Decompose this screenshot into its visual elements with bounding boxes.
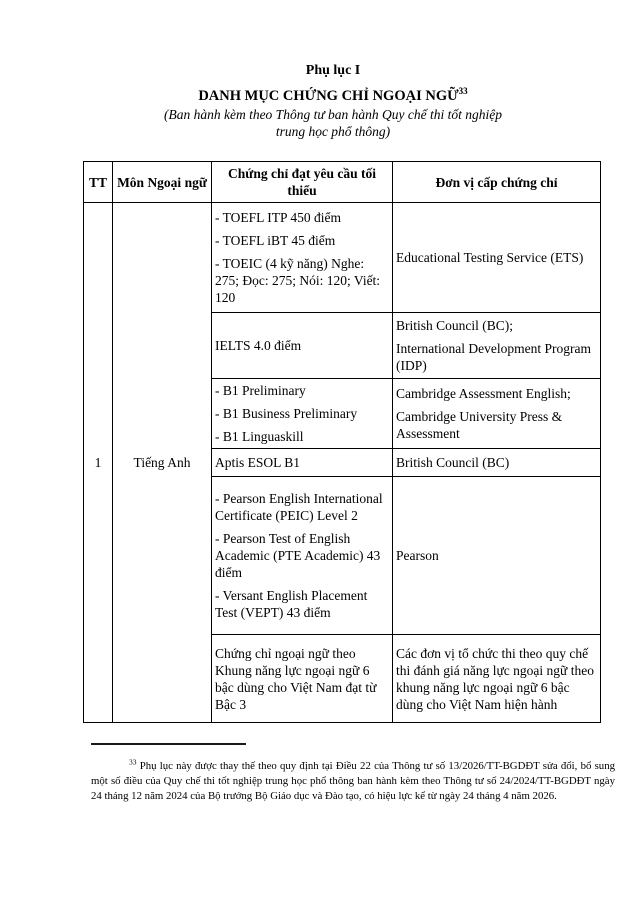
issuer-item: Educational Testing Service (ETS) [396, 250, 584, 265]
subject-cell: Tiếng Anh [113, 203, 212, 723]
title-superscript: 33 [458, 86, 468, 97]
footnote-text: Phụ lục này được thay thế theo quy định tại Điều 22 của Thông tư số 13/2026/TT-BGDĐT sửa đổi, bổ sung một số điều của Quy chế thi tốt nghiệp trung học phổ thông ban hành kèm theo Thông tư số 24/2024/TT-BGDĐT ngày 24 tháng 12 năm 2024 của Bộ trưởng Bộ Giáo dục và Đào tạo, có hiệu lực kể từ ngày 24 tháng 4 năm 2026. [91, 760, 616, 802]
footnote-marker: 33 [129, 757, 137, 767]
certificates-table [83, 161, 601, 723]
footnote-divider [91, 743, 246, 745]
table-header-row [84, 162, 601, 203]
issuer-item: Cambridge Assessment English; [396, 386, 571, 401]
issuer-item: Pearson [396, 548, 439, 563]
issuer-item: British Council (BC) [396, 455, 510, 470]
row-number-cell: 1 [84, 203, 113, 723]
header-issuer: Đơn vị cấp chứng chỉ [393, 162, 601, 203]
subtitle-line-1: (Ban hành kèm theo Thông tư ban hành Quy chế thi tốt nghiệp [163, 107, 503, 122]
certificate-item: Aptis ESOL B1 [215, 455, 301, 470]
issuer-item: British Council (BC); [396, 318, 514, 333]
certificate-cell [212, 477, 393, 635]
issuer-cell [393, 203, 601, 313]
certificate-item: Chứng chỉ ngoại ngữ theo Khung năng lực ngoại ngữ 6 bậc dùng cho Việt Nam đạt từ Bậc 3 [215, 645, 377, 712]
issuer-item: International Development Program (IDP) [396, 341, 591, 373]
issuer-cell [393, 635, 601, 723]
document-subtitle [83, 107, 583, 140]
certificate-item: - Versant English Placement Test (VEPT) 43 điểm [215, 588, 368, 620]
issuer-item: Cambridge University Press & Assessment [396, 409, 563, 441]
header-subject: Môn Ngoại ngữ [113, 162, 212, 203]
table-row [84, 203, 601, 313]
certificate-item: - B1 Business Preliminary [215, 406, 358, 421]
header-certificate: Chứng chỉ đạt yêu cầu tối thiểu [212, 162, 393, 203]
certificate-cell [212, 379, 393, 449]
document-title [83, 88, 583, 105]
certificate-cell [212, 203, 393, 313]
certificate-item: - Pearson Test of English Academic (PTE Academic) 43 điểm [215, 531, 381, 580]
certificate-item: - TOEIC (4 kỹ năng) Nghe: 275; Đọc: 275; Nói: 120; Viết: 120 [215, 256, 381, 305]
certificate-item: - TOEFL iBT 45 điểm [215, 233, 336, 248]
issuer-cell [393, 477, 601, 635]
certificate-cell [212, 449, 393, 477]
certificate-item: - TOEFL ITP 450 điểm [215, 210, 341, 225]
subtitle-line-2: trung học phổ thông) [275, 123, 391, 139]
certificate-item: IELTS 4.0 điểm [215, 338, 302, 353]
header-tt: TT [84, 162, 113, 203]
certificate-item: - B1 Preliminary [215, 383, 306, 398]
certificate-cell [212, 635, 393, 723]
document-title-text: DANH MỤC CHỨNG CHỈ NGOẠI NGỮ [198, 88, 459, 104]
appendix-label: Phụ lục I [305, 63, 361, 78]
document-heading [83, 62, 583, 140]
certificate-item: - Pearson English International Certificate (PEIC) Level 2 [215, 491, 383, 523]
certificate-item: - B1 Linguaskill [215, 429, 304, 444]
issuer-cell [393, 379, 601, 449]
issuer-cell [393, 449, 601, 477]
certificate-cell [212, 313, 393, 379]
issuer-item: Các đơn vị tổ chức thi theo quy chế thi đánh giá năng lực ngoại ngữ theo khung năng lực ngoại ngữ 6 bậc dùng cho Việt Nam hiện hành [396, 645, 594, 712]
footnote [91, 759, 615, 804]
issuer-cell [393, 313, 601, 379]
